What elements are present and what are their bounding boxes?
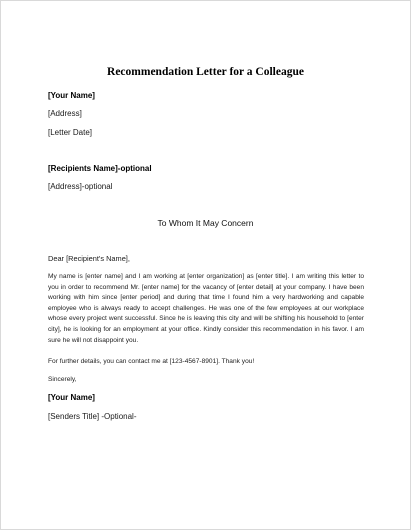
body-paragraph: My name is [enter name] and I am working at [enter organization] as [enter title]. I am writing this letter to you in order to recommend Mr. [enter name] for the vacancy of [enter detail] at your company. I have been working with him since [enter period] and during that time I found him a very hardworking and capable employee who is always ready to accept challenges. He was one of the few employees at our workplace whose every project went successful. Since he is leaving this city and will be shifting his household to [enter city], he is looking for an employment at your office. Kindly consider this recommendation in his favor. I am sure he will not disappoint you.	[48, 273, 364, 344]
signature-name: [Your Name]	[48, 393, 95, 402]
closing: Sincerely,	[48, 376, 77, 383]
signature-title: [Senders Title] -Optional-	[48, 412, 137, 421]
recipient-name: [Recipients Name]-optional	[48, 164, 152, 173]
greeting: Dear [Recipient's Name],	[48, 254, 130, 263]
recipient-address: [Address]-optional	[48, 182, 113, 191]
sender-name: [Your Name]	[48, 91, 95, 100]
document-title: Recommendation Letter for a Colleague	[107, 66, 304, 78]
salutation-heading: To Whom It May Concern	[157, 218, 254, 228]
contact-line: For further details, you can contact me at [123-4567-8901]. Thank you!	[48, 358, 255, 365]
letter-date: [Letter Date]	[48, 128, 93, 137]
sender-address: [Address]	[48, 109, 82, 118]
